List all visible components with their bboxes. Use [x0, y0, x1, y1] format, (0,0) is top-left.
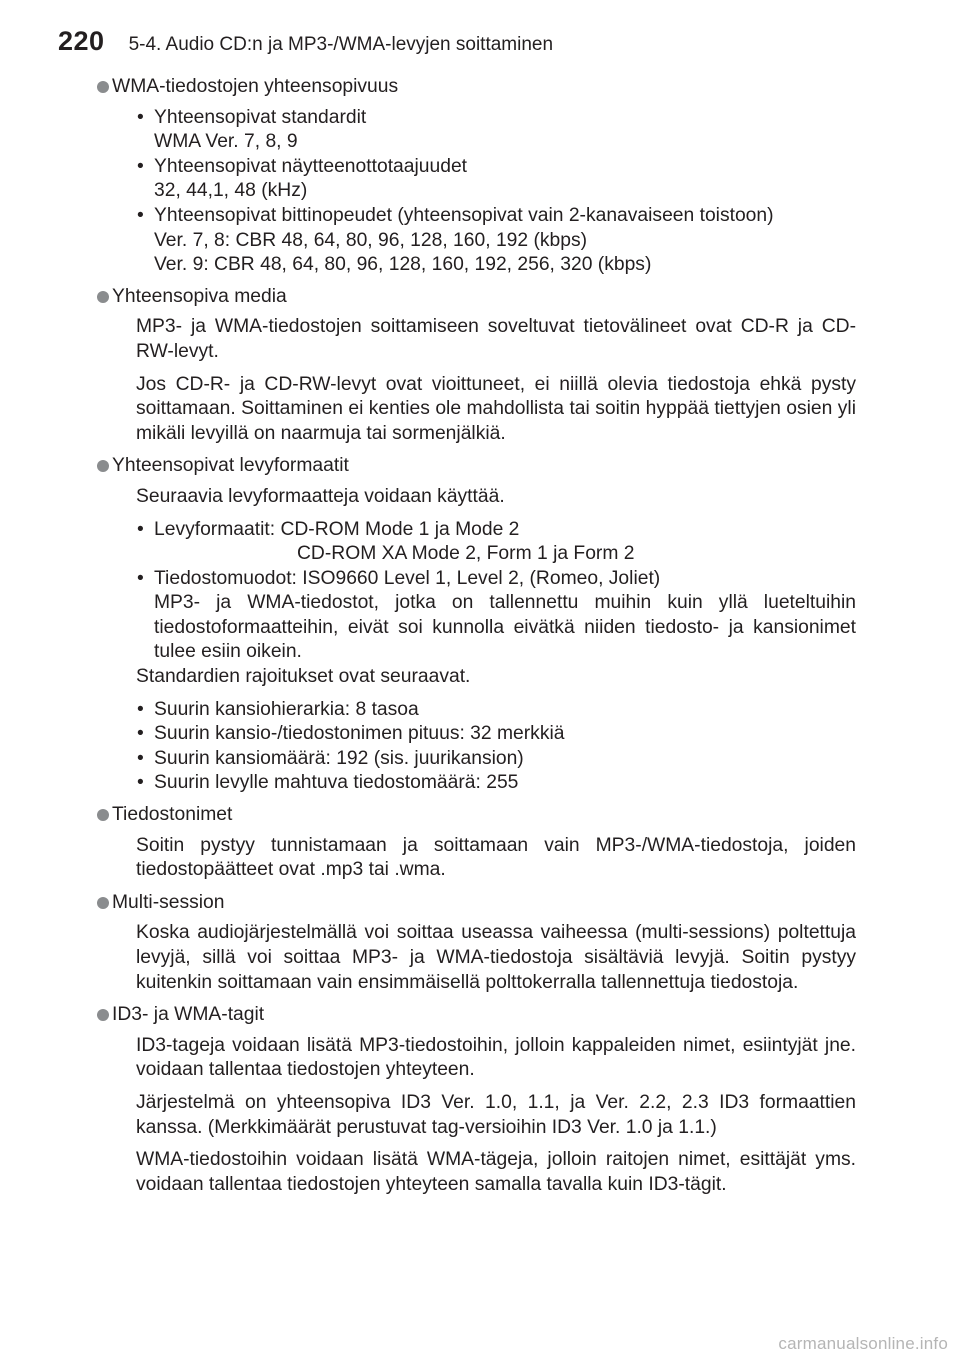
list-item [154, 106, 856, 155]
chapter-title: 5-4. Audio CD:n ja MP3-/WMA-levyjen soittaminen [128, 34, 554, 55]
section-title: Multi-session [112, 891, 225, 913]
paragraph: Jos CD-R- ja CD-RW-levyt ovat vioittuneet, ei niillä olevia tiedostoja ehkä pysty soittamaan. Soittaminen ei kenties ole mahdollista tai soitin hyppää tiettyjen osien yli mikäli levyillä on naarmuja tai sormenjälkiä. [136, 373, 856, 444]
section-title: WMA-tiedostojen yhteensopivuus [112, 76, 399, 97]
section-heading [112, 75, 856, 100]
limits-note: Standardien rajoitukset ovat seuraavat. [136, 666, 471, 688]
page-header [58, 26, 553, 66]
section-heading [112, 1003, 856, 1028]
list-item-text: • Yhteensopivat näytteenottotaajuudet [154, 155, 468, 177]
bullet-list [112, 106, 856, 278]
bullet-dot-icon [97, 897, 109, 909]
paragraph: ID3-tageja voidaan lisätä MP3-tiedostoihin, jolloin kappaleiden nimet, esiintyjät jne. voidaan tallentaa tiedostojen yhteyteen. [136, 1034, 856, 1081]
list-item: • Suurin kansiomäärä: 192 (sis. juurikansion) [154, 747, 856, 772]
section-title: Yhteensopivat levyformaatit [112, 455, 349, 477]
list-item-detail: MP3- ja WMA-tiedostot, jotka on tallennettu muihin kuin yllä lueteltuihin tiedostoformaatteihin, eivät soi kunnolla eivätkä niiden tiedosto- ja kansionimet tulee esiin oikein. [154, 592, 856, 663]
list-item [154, 567, 856, 665]
list-item: • Suurin kansio-/tiedostonimen pituus: 32 merkkiä [154, 722, 856, 747]
list-item-detail: WMA Ver. 7, 8, 9 [154, 131, 298, 153]
list-item-detail: Ver. 7, 8: CBR 48, 64, 80, 96, 128, 160, 192 (kbps) [154, 229, 588, 251]
list-item-text: • Levyformaatit: CD-ROM Mode 1 ja Mode 2 [154, 518, 520, 540]
list-item-detail: CD-ROM XA Mode 2, Form 1 ja Form 2 [297, 543, 635, 565]
section-heading [112, 454, 856, 479]
paragraph: Koska audiojärjestelmällä voi soittaa useassa vaiheessa (multi-sessions) poltettuja levyjä, sillä voi soittaa MP3- ja WMA-tiedostoja sisältäviä levyjä. Soitin pystyy kuitenkin soittamaan vain ensimmäisellä polttokerralla tallennettuja tiedostoja. [136, 922, 856, 993]
section-compatible-media [112, 285, 856, 447]
paragraph: MP3- ja WMA-tiedostojen soittamiseen soveltuvat tietovälineet ovat CD-R ja CD-RW-levyt. [136, 316, 856, 362]
list-item-detail: Ver. 9: CBR 48, 64, 80, 96, 128, 160, 192, 256, 320 (kbps) [154, 254, 652, 276]
section-title: Tiedostonimet [112, 804, 233, 826]
list-item [154, 204, 856, 278]
bullet-dot-icon [97, 81, 109, 93]
list-item [154, 518, 856, 567]
section-wma-compatibility [112, 75, 856, 278]
section-heading [112, 803, 856, 828]
section-title: Yhteensopiva media [112, 285, 287, 307]
list-item: • Suurin levylle mahtuva tiedostomäärä: 255 [154, 771, 856, 796]
paragraph: Seuraavia levyformaatteja voidaan käyttää. [136, 485, 505, 507]
section-heading [112, 285, 856, 310]
bullet-dot-icon [97, 460, 109, 472]
section-heading [112, 891, 856, 916]
list-item-text: • Tiedostomuodot: ISO9660 Level 1, Level 2, (Romeo, Joliet) [154, 567, 661, 589]
bullet-dot-icon [97, 291, 109, 303]
paragraph: Järjestelmä on yhteensopiva ID3 Ver. 1.0, 1.1, ja Ver. 2.2, 2.3 ID3 formaattien kanssa. (Merkkimäärät perustuvat tag-versioihin ID3 Ver. 1.0 ja 1.1.) [136, 1091, 856, 1138]
list-item-detail: 32, 44,1, 48 (kHz) [154, 180, 308, 202]
bullet-list [112, 698, 856, 796]
list-item-text: • Yhteensopivat bittinopeudet (yhteensopivat vain 2-kanavaiseen toistoon) [154, 204, 774, 226]
section-disc-formats [112, 454, 856, 796]
bullet-list [112, 518, 856, 666]
section-multi-session [112, 891, 856, 995]
list-item: • Suurin kansiohierarkia: 8 tasoa [154, 698, 856, 723]
paragraph: WMA-tiedostoihin voidaan lisätä WMA-tägeja, jolloin raitojen nimet, esittäjät yms. voidaan tallentaa tiedostojen yhteyteen samalla tavalla kuin ID3-tägit. [136, 1149, 856, 1195]
main-content [112, 75, 856, 1205]
section-file-names [112, 803, 856, 883]
page-number: 220 [58, 26, 105, 56]
paragraph: Soitin pystyy tunnistamaan ja soittamaan vain MP3-/WMA-tiedostoja, joiden tiedostopäätteet ovat .mp3 tai .wma. [136, 834, 856, 881]
section-title: ID3- ja WMA-tagit [112, 1004, 265, 1026]
list-item [154, 155, 856, 204]
watermark-text: carmanualsonline.info [778, 1334, 948, 1353]
bullet-dot-icon [97, 1009, 109, 1021]
list-item-text: • Yhteensopivat standardit [154, 106, 367, 128]
section-id3-wma-tags [112, 1003, 856, 1197]
bullet-dot-icon [97, 809, 109, 821]
